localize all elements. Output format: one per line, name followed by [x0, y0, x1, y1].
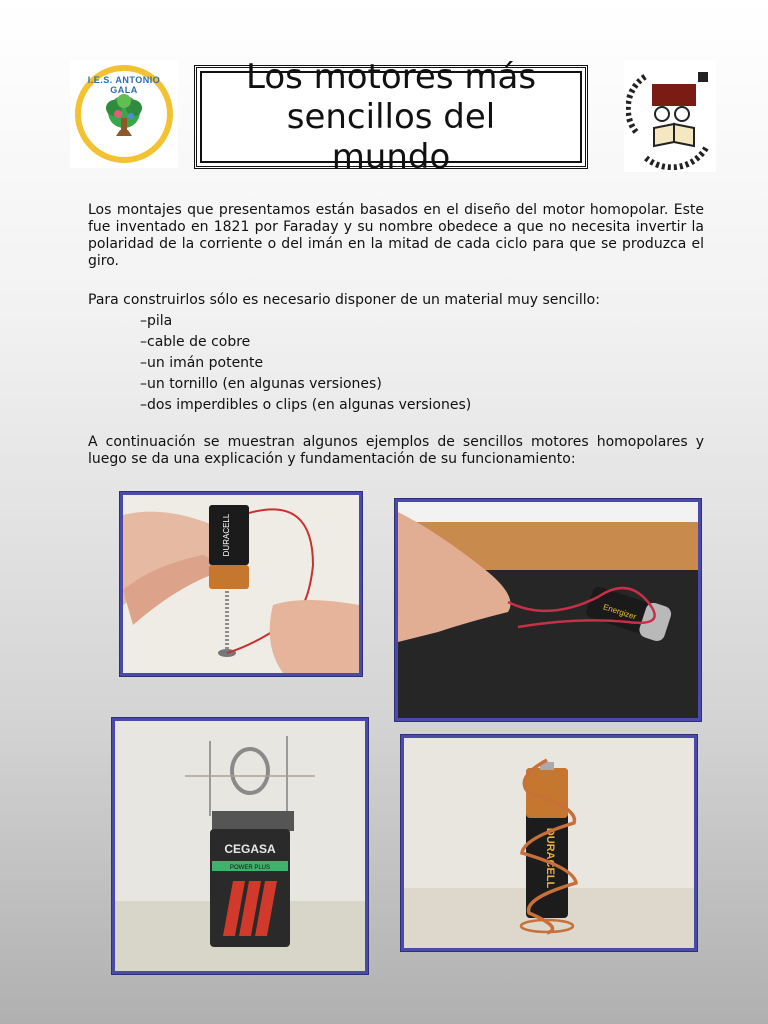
closing-paragraph: A continuación se muestran algunos ejemplos de sencillos motores homopolares y luego se da una explicación y fundamentación de su funcionamiento: [88, 434, 704, 467]
science-week-logo [624, 60, 716, 172]
page-title: Los motores más sencillos del mundo [245, 57, 537, 177]
materials-intro: Para construirlos sólo es necesario disponer de un material muy sencillo: [88, 292, 600, 308]
materials-list [140, 311, 704, 416]
school-logo [70, 60, 178, 168]
book-people-logo-icon [626, 62, 714, 170]
materials-section [88, 292, 704, 416]
photo-battery-screw-motor [120, 492, 362, 676]
photo-battery-spiral-motor [401, 735, 697, 951]
battery-label: Energizer [602, 602, 638, 622]
list-item: –un imán potente [140, 355, 264, 371]
list-item: –pila [140, 313, 173, 329]
photo-battery-loop-motor [395, 499, 701, 721]
battery-label: DURACELL [222, 513, 231, 557]
battery-sublabel: POWER PLUS [229, 865, 271, 871]
list-item: –cable de cobre [140, 334, 251, 350]
intro-paragraph: Los montajes que presentamos están basados en el diseño del motor homopolar. Este fue inventado en 1821 por Faraday y su nombre obedece a que no necesita invertir la polaridad de la corriente o del imán en la mitad de cada ciclo para que se produzca el giro. [88, 202, 704, 269]
school-logo-text: I.E.S. ANTONIO GALA [87, 75, 161, 95]
battery-label: DURACELL [544, 827, 556, 889]
battery-label: CEGASA [224, 842, 276, 856]
title-box [194, 57, 588, 177]
list-item: –dos imperdibles o clips (en algunas versiones) [140, 397, 472, 413]
school-logo-ring [75, 65, 173, 163]
photo-flat-battery-coil-motor [112, 718, 368, 974]
list-item: –un tornillo (en algunas versiones) [140, 376, 382, 392]
